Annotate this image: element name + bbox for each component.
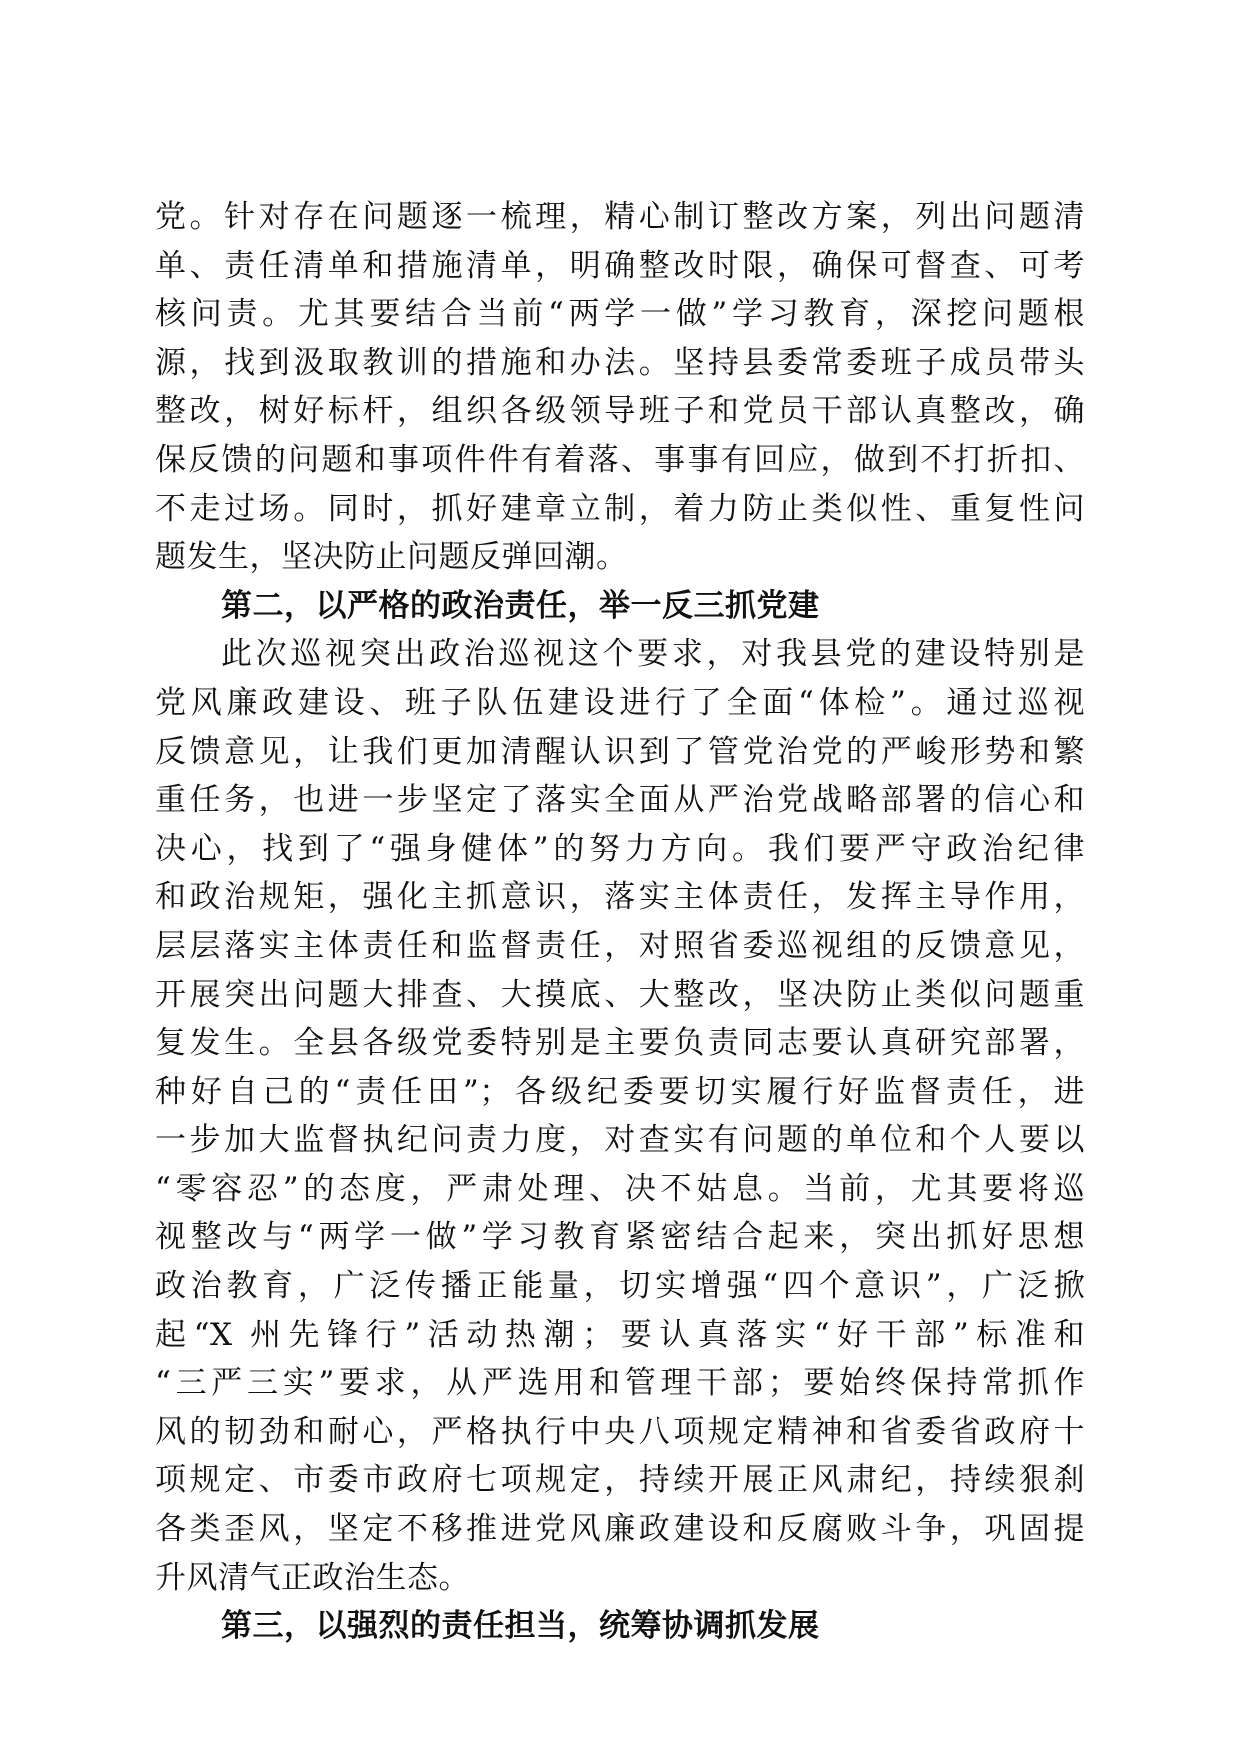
text-line: 重任务，也进一步坚定了落实全面从严治党战略部署的信心和 xyxy=(155,782,1085,819)
document-body xyxy=(155,193,1085,1651)
text-line: 视整改与“两学一做”学习教育紧密结合起来，突出抓好思想 xyxy=(155,1219,1085,1256)
text-line: 反馈意见，让我们更加清醒认识到了管党治党的严峻形势和繁 xyxy=(155,733,1085,770)
text-line: 核问责。尤其要结合当前“两学一做”学习教育，深挖问题根 xyxy=(155,296,1085,333)
text-line: 决心，找到了“强身健体”的努力方向。我们要严守政治纪律 xyxy=(155,830,1085,867)
text-line: 层层落实主体责任和监督责任，对照省委巡视组的反馈意见， xyxy=(155,927,1085,964)
text-line: 党。针对存在问题逐一梳理，精心制订整改方案，列出问题清 xyxy=(155,199,1085,235)
text-line: 此次巡视突出政治巡视这个要求，对我县党的建设特别是 xyxy=(221,636,1085,673)
text-line: 整改，树好标杆，组织各级领导班子和党员干部认真整改，确 xyxy=(155,393,1085,430)
text-line: 开展突出问题大排查、大摸底、大整改，坚决防止类似问题重 xyxy=(155,976,1085,1013)
text-line: 源，找到汲取教训的措施和办法。坚持县委常委班子成员带头 xyxy=(155,344,1085,381)
text-line: 一步加大监督执纪问责力度，对查实有问题的单位和个人要以 xyxy=(155,1122,1085,1159)
text-line: 不走过场。同时，抓好建章立制，着力防止类似性、重复性问 xyxy=(155,490,1085,527)
paragraph-1 xyxy=(155,193,1085,582)
text-line: 项规定、市委市政府七项规定，持续开展正风肃纪，持续狠刹 xyxy=(155,1462,1085,1499)
text-line: 单、责任清单和措施清单，明确整改时限，确保可督查、可考 xyxy=(155,247,1085,284)
text-line: 起“X 州先锋行”活动热潮；要认真落实“好干部”标准和 xyxy=(155,1316,1085,1353)
text-line: 复发生。全县各级党委特别是主要负责同志要认真研究部署， xyxy=(155,1025,1085,1062)
text-line: “零容忍”的态度，严肃处理、决不姑息。当前，尤其要将巡 xyxy=(155,1170,1085,1207)
text-line: 保反馈的问题和事项件件有着落、事事有回应，做到不打折扣、 xyxy=(155,441,1085,478)
text-line: 风的韧劲和耐心，严格执行中央八项规定精神和省委省政府十 xyxy=(155,1413,1085,1450)
section-heading-2: 第二，以严格的政治责任，举一反三抓党建 xyxy=(221,587,820,624)
text-line: 种好自己的“责任田”；各级纪委要切实履行好监督责任，进 xyxy=(155,1073,1085,1110)
paragraph-2 xyxy=(155,630,1085,1602)
text-line: 题发生，坚决防止问题反弹回潮。 xyxy=(155,539,628,576)
text-line: 和政治规矩，强化主抓意识，落实主体责任，发挥主导作用， xyxy=(155,879,1085,916)
text-line: 升风清气正政治生态。 xyxy=(155,1559,470,1596)
text-line: “三严三实”要求，从严选用和管理干部；要始终保持常抓作 xyxy=(155,1365,1085,1402)
text-line: 党风廉政建设、班子队伍建设进行了全面“体检”。通过巡视 xyxy=(155,684,1085,721)
text-line: 政治教育，广泛传播正能量，切实增强“四个意识”，广泛掀 xyxy=(155,1268,1085,1305)
text-line: 各类歪风，坚定不移推进党风廉政建设和反腐败斗争，巩固提 xyxy=(155,1511,1085,1548)
section-heading-3: 第三，以强烈的责任担当，统筹协调抓发展 xyxy=(221,1608,820,1645)
